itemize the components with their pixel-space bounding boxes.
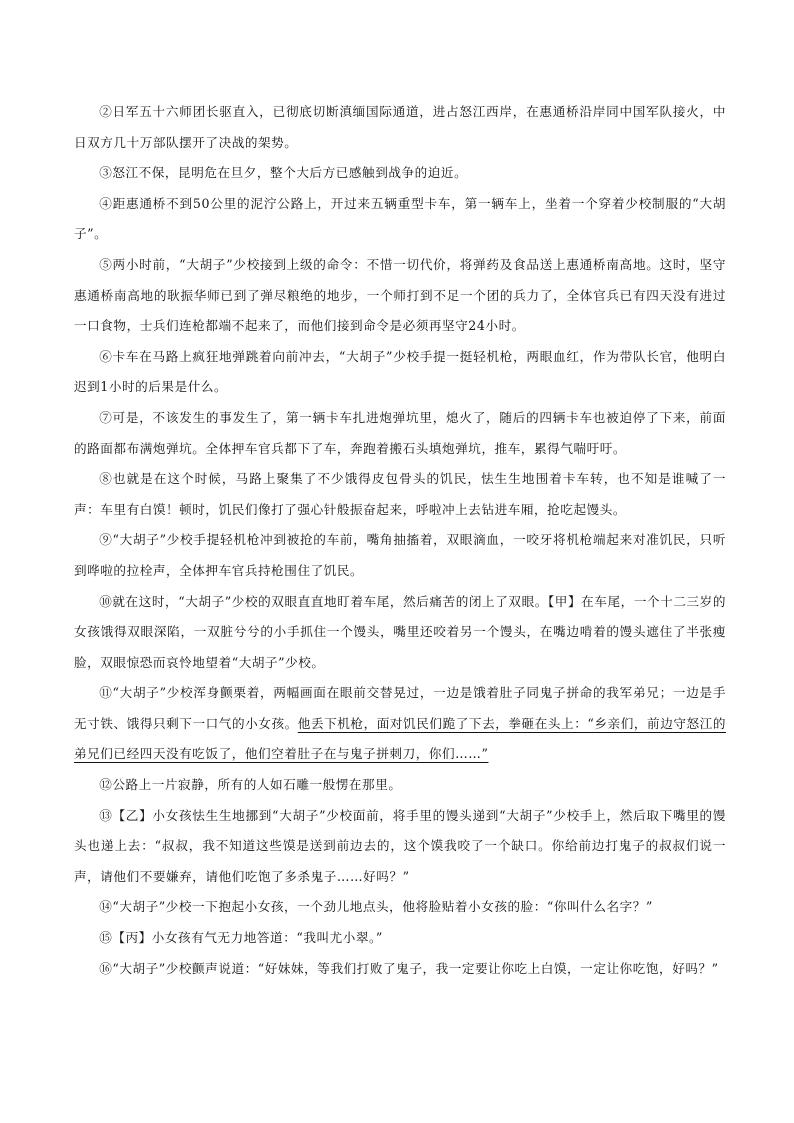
article-body	[74, 97, 726, 984]
paragraph-6: ⑥卡车在马路上疯狂地弹跳着向前冲去，“大胡子”少校手提一挺轻机枪，两眼血红，作为带队长官，他明白迟到1小时的后果是什么。	[74, 348, 726, 395]
paragraph-4: ④距惠通桥不到50公里的泥泞公路上，开过来五辆重型卡车，第一辆车上，坐着一个穿着少校制服的“大胡子”。	[74, 195, 726, 242]
paragraph-12: ⑫公路上一片寂静，所有的人如石雕一般愣在那里。	[99, 777, 402, 793]
paragraph-11-text: ⑪“大胡子”少校浑身颤栗着，两幅画面在眼前交替晃过，一边是饿着肚子同鬼子拼命的我军弟兄；一边是手无寸铁、饿得只剩下一口气的小女孩。	[74, 685, 726, 731]
paragraph-14: ⑭“大胡子”少校一下抱起小女孩，一个劲儿地点头，他将脸贴着小女孩的脸：“你叫什么名字？”	[99, 899, 653, 915]
paragraph-16: ⑯“大胡子”少校颤声说道：“好妹妹，等我们打败了鬼子，我一定要让你吃上白馍，一定让你吃饱，好吗？”	[99, 960, 719, 976]
paragraph-10: ⑩就在这时，“大胡子”少校的双眼直直地盯着车尾，然后痛苦的闭上了双眼。【甲】在车尾，一个十二三岁的女孩饿得双眼深陷，一双脏兮兮的小手抓住一个馒头，嘴里还咬着另一个馒头，在嘴边啃着的馒头遮住了半张瘦脸，双眼惊恐而哀怜地望着“大胡子”少校。	[74, 593, 726, 670]
paragraph-5: ⑤两小时前，“大胡子”少校接到上级的命令：不惜一切代价，将弹药及食品送上惠通桥南高地。这时，坚守惠通桥南高地的耿振华师已到了弹尽粮绝的地步，一个师打到不足一个团的兵力了，全体官兵已有四天没有进过一口食物，士兵们连枪都端不起来了，而他们接到命令是必须再坚守24小时。	[74, 256, 726, 334]
paragraph-13: ⑬【乙】小女孩怯生生地挪到“大胡子”少校面前，将手里的馒头递到“大胡子”少校手上，然后取下嘴里的馒头也递上去：“叔叔，我不知道这些馍是送到前边去的，这个馍我咬了一个缺口。你给前边打鬼子的叔叔们说一声，请他们不要嫌弃，请他们吃饱了多杀鬼子……好吗？”	[74, 807, 726, 884]
underlined-sentence: 他丢下机枪，面对饥民们跪了下去，拳砸在头上：“乡亲们，前边守怒江的弟兄们已经四天没有吃饭了，他们空着肚子在与鬼子拼刺刀，你们……”	[74, 715, 726, 762]
paragraph-11	[74, 678, 726, 770]
paragraph-8: ⑧也就是在这个时候，马路上聚集了不少饿得皮包骨头的饥民，怯生生地围着卡车转，也不知是谁喊了一声：车里有白馍！顿时，饥民们像打了强心针般振奋起来，呼啦冲上去钻进车厢，抢吃起馒头。	[74, 471, 726, 517]
paragraph-15: ⑮【丙】小女孩有气无力地答道：“我叫尤小翠。”	[99, 930, 383, 946]
paragraph-9: ⑨“大胡子”少校手提轻机枪冲到被抢的车前，嘴角抽搐着，双眼滴血，一咬牙将机枪端起来对准饥民，只听到哗啦的拉栓声，全体押车官兵持枪围住了饥民。	[74, 532, 726, 578]
paragraph-3: ③怒江不保，昆明危在旦夕，整个大后方已感触到战争的迫近。	[99, 165, 468, 181]
paragraph-2: ②日军五十六师团长驱直入，已彻底切断滇缅国际通道，进占怒江西岸，在惠通桥沿岸同中国军队接火，中日双方几十万部队摆开了决战的架势。	[74, 104, 726, 150]
paragraph-7: ⑦可是，不该发生的事发生了，第一辆卡车扎进炮弹坑里，熄火了，随后的四辆卡车也被迫停了下来，前面的路面都布满炮弹坑。全体押车官兵都下了车，奔跑着搬石头填炮弹坑，推车，累得气喘吁吁。	[74, 409, 726, 456]
